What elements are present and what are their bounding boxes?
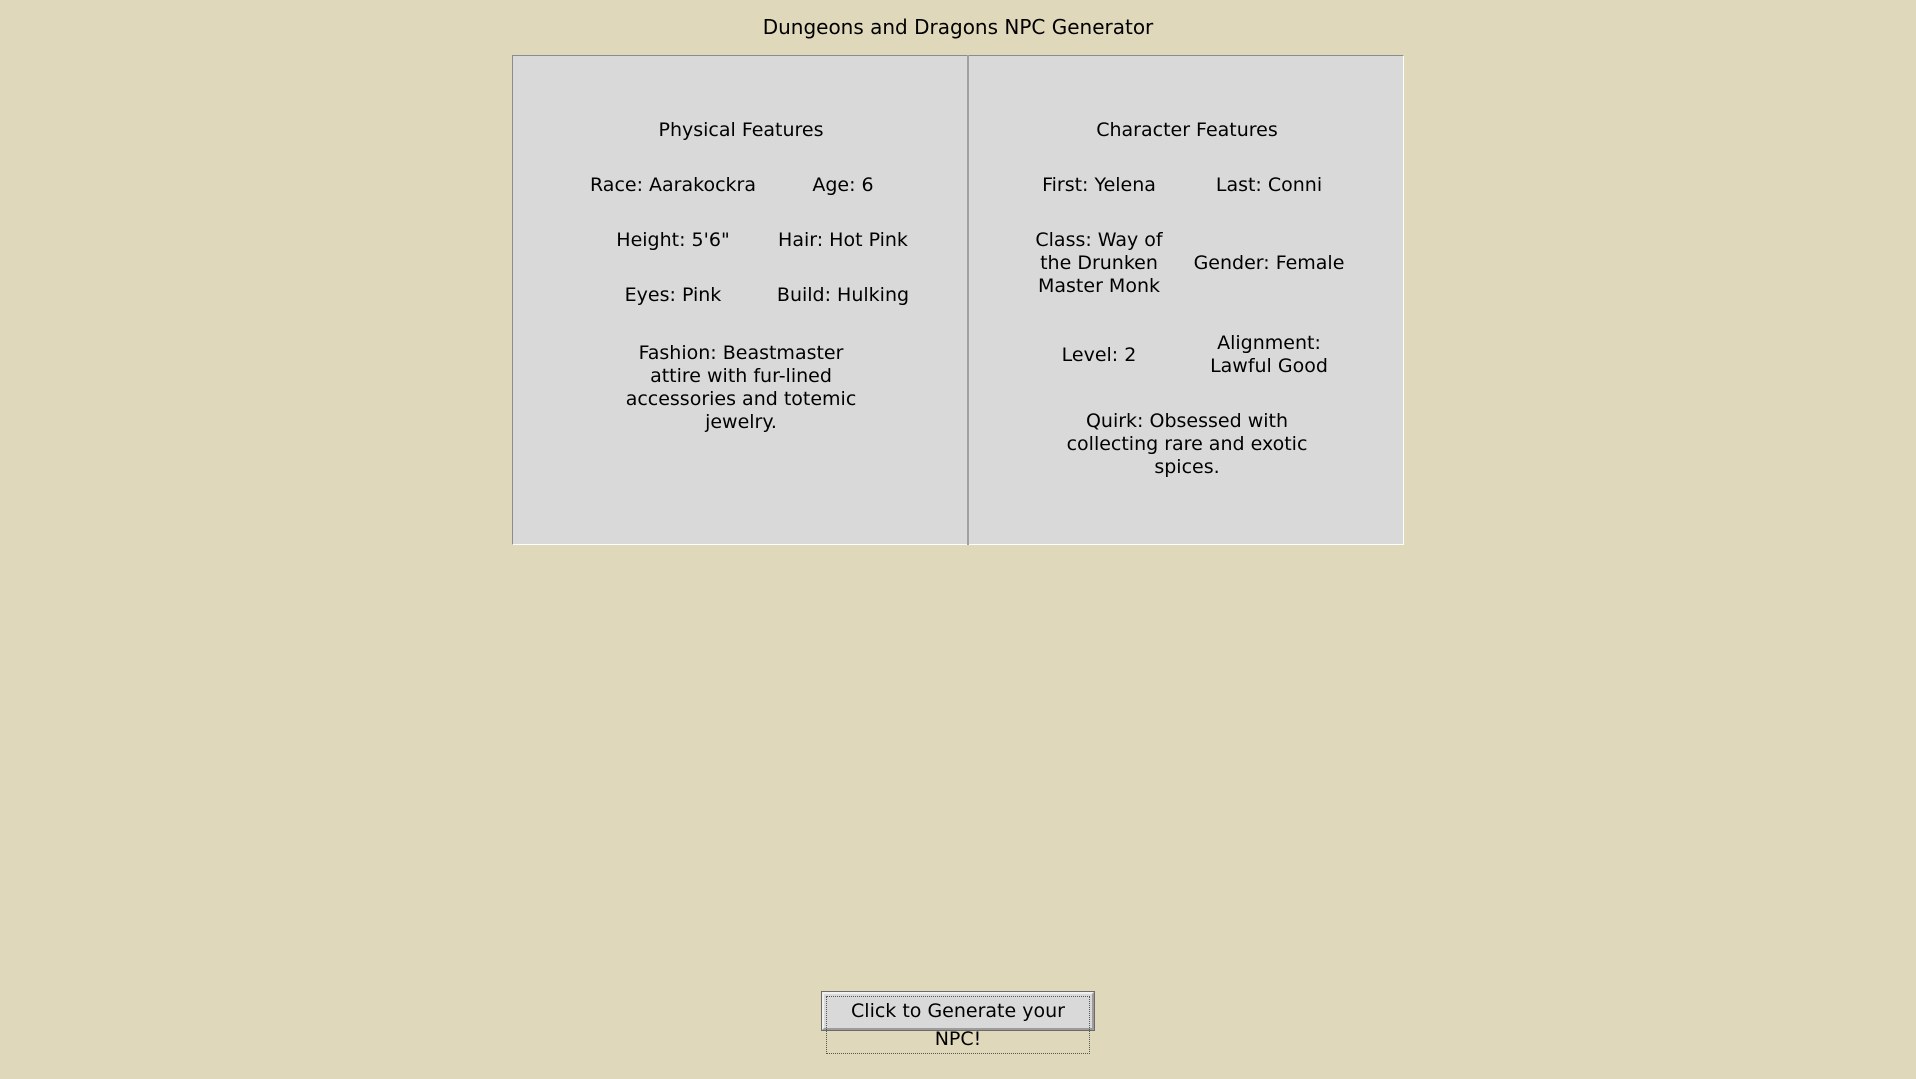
alignment-label: Alignment: Lawful Good	[1210, 332, 1328, 377]
last-name-label: Last: Conni	[1215, 174, 1323, 196]
physical-features-panel	[512, 55, 968, 545]
panel-divider	[967, 55, 969, 545]
fashion-label: Fashion: Beastmaster attire with fur-lined accessories and totemic jewelry.	[625, 342, 857, 433]
level-label: Level: 2	[1061, 344, 1137, 366]
hair-label: Hair: Hot Pink	[778, 229, 908, 251]
age-label: Age: 6	[812, 174, 874, 196]
build-label: Build: Hulking	[776, 284, 910, 306]
first-name-label: First: Yelena	[1042, 174, 1156, 196]
character-features-panel	[968, 55, 1404, 545]
race-label: Race: Aarakockra	[590, 174, 756, 196]
character-features-heading: Character Features	[1096, 119, 1278, 141]
app-title: Dungeons and Dragons NPC Generator	[762, 15, 1154, 39]
gender-label: Gender: Female	[1193, 252, 1345, 274]
height-label: Height: 5'6"	[616, 229, 730, 251]
npc-panels	[512, 55, 1404, 545]
physical-features-heading: Physical Features	[658, 119, 824, 141]
generate-npc-button-label: Click to Generate your NPC!	[826, 996, 1090, 1054]
generate-npc-button[interactable]	[822, 992, 1094, 1050]
eyes-label: Eyes: Pink	[624, 284, 722, 306]
quirk-label: Quirk: Obsessed with collecting rare and exotic spices.	[1066, 410, 1308, 478]
class-label: Class: Way of the Drunken Master Monk	[1035, 229, 1163, 297]
